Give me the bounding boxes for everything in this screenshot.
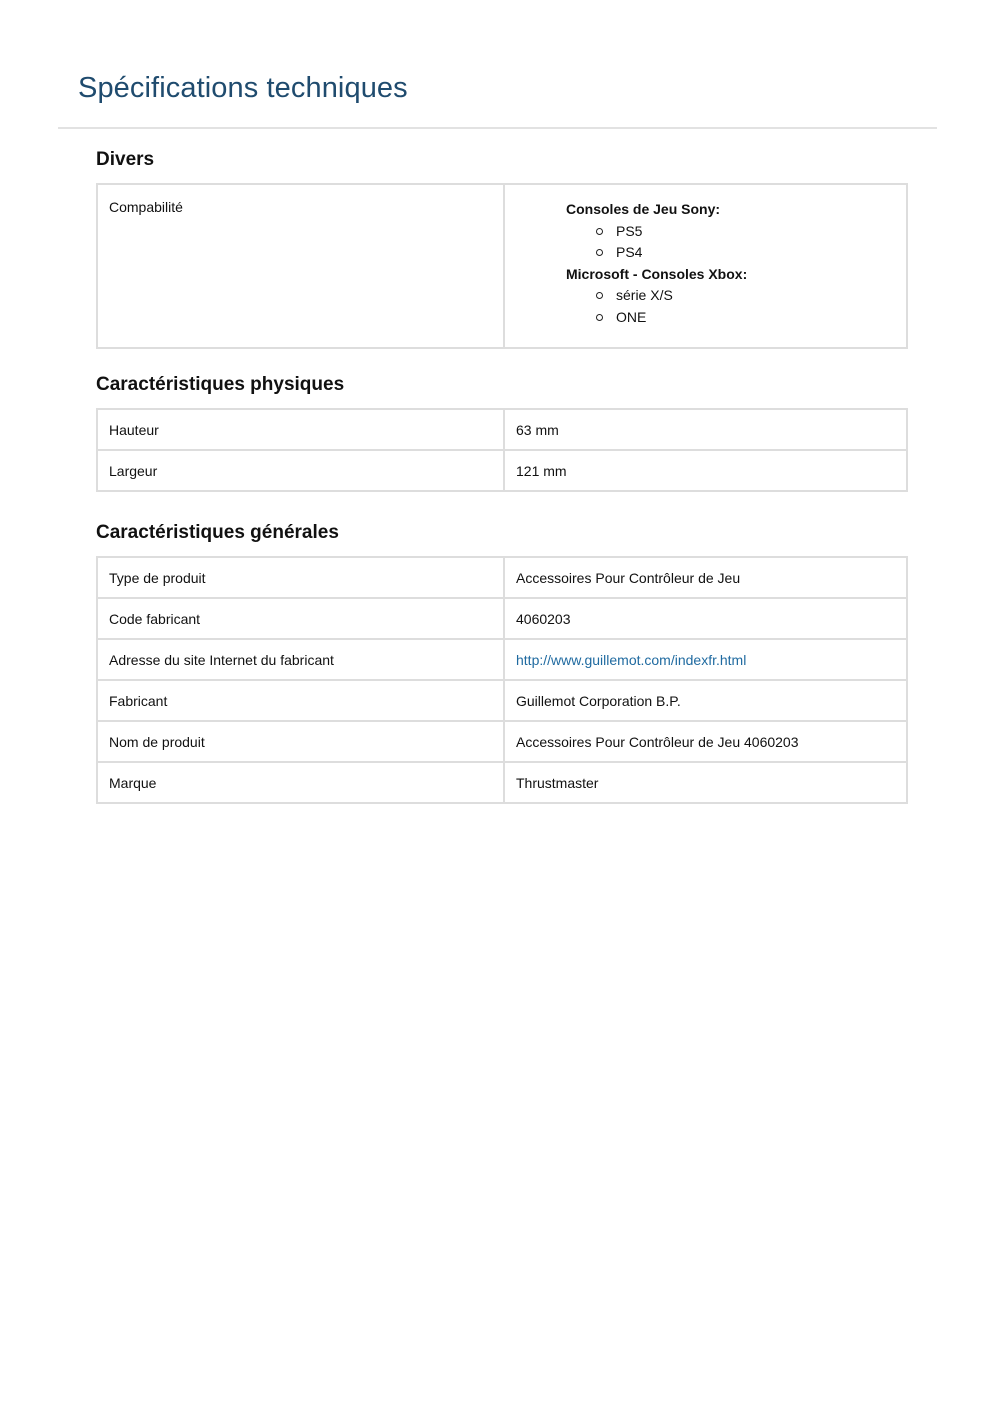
physical-table (96, 408, 908, 492)
table-row (97, 184, 907, 348)
compat-group-title: Consoles de Jeu Sony: (566, 201, 721, 217)
spec-value: 63 mm (504, 409, 907, 450)
spec-value: Accessoires Pour Contrôleur de Jeu (504, 557, 907, 598)
list-item: PS4 (596, 242, 895, 264)
manufacturer-website-link[interactable]: http://www.guillemot.com/indexfr.html (516, 651, 747, 668)
spec-label: Hauteur (97, 409, 504, 450)
title-divider (58, 127, 937, 129)
general-table (96, 556, 908, 804)
compatibility-label: Compabilité (97, 184, 504, 348)
spec-value: 121 mm (504, 450, 907, 491)
section-heading-general: Caractéristiques générales (96, 522, 339, 543)
spec-value: 4060203 (504, 598, 907, 639)
spec-label: Fabricant (97, 680, 504, 721)
table-row (97, 680, 907, 721)
list-item: série X/S (596, 285, 895, 307)
spec-label: Largeur (97, 450, 504, 491)
compat-items (566, 221, 895, 264)
list-item: PS5 (596, 221, 895, 243)
spec-label: Adresse du site Internet du fabricant (97, 639, 504, 680)
spec-value: Thrustmaster (504, 762, 907, 803)
table-row (97, 762, 907, 803)
table-row (97, 639, 907, 680)
spec-value: Guillemot Corporation B.P. (504, 680, 907, 721)
spec-value (504, 639, 907, 680)
spec-label: Marque (97, 762, 504, 803)
spec-value: Accessoires Pour Contrôleur de Jeu 4060203 (504, 721, 907, 762)
section-heading-divers: Divers (96, 149, 155, 170)
compat-group-title: Microsoft - Consoles Xbox: (566, 265, 748, 282)
page-title: Spécifications techniques (78, 72, 408, 104)
table-row (97, 450, 907, 491)
divers-table (96, 183, 908, 349)
spec-label: Nom de produit (97, 721, 504, 762)
section-heading-physical: Caractéristiques physiques (96, 374, 345, 395)
list-item: ONE (596, 307, 895, 329)
table-row (97, 721, 907, 762)
table-row (97, 409, 907, 450)
compatibility-list (516, 199, 895, 328)
table-row (97, 557, 907, 598)
spec-label: Code fabricant (97, 598, 504, 639)
spec-label: Type de produit (97, 557, 504, 598)
table-row (97, 598, 907, 639)
compat-items (566, 285, 895, 328)
compatibility-value (504, 184, 907, 348)
